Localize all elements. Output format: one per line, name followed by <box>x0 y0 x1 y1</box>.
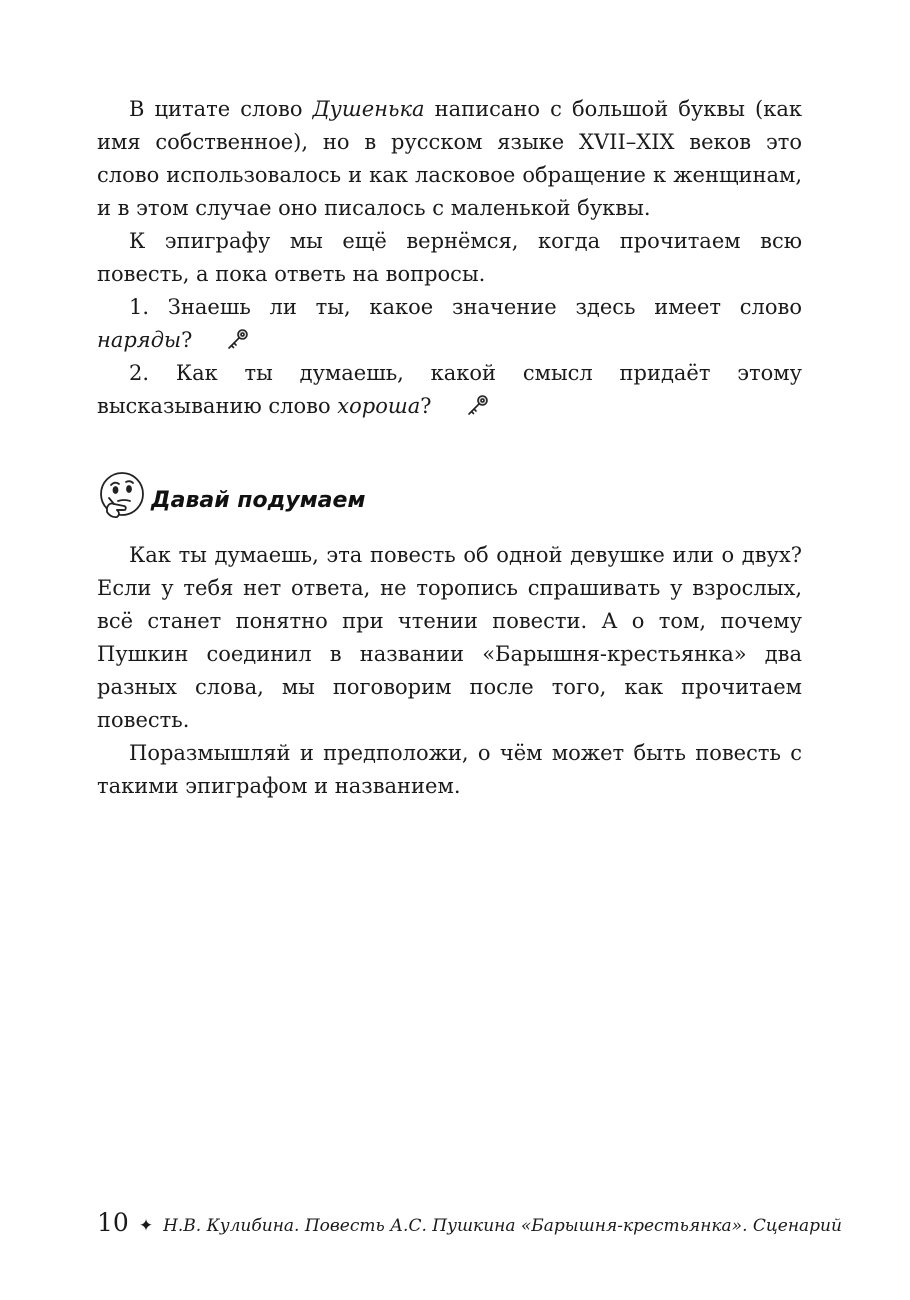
emphasis-dushenka: Душенька <box>312 97 425 121</box>
section-title: Давай подумаем <box>151 487 366 513</box>
paragraph-dushenka: В цитате слово Душенька написано с большой буквы (как имя собственное), но в русском языке XVII–XIX веков это слово использовалось и как ласковое обращение к женщинам, и в этом случае оно писалось с маленькой буквы. <box>97 97 803 220</box>
thinking-face-icon <box>97 468 147 524</box>
page-number: 10 <box>97 1208 129 1237</box>
paragraph-one-or-two-girls: Как ты думаешь, эта повесть об одной девушке или о двух? Если у тебя нет ответа, не торопись спрашивать у взрослых, всё станет понятно при чтении повести. А о том, почему Пушкин соединил в названии «Барышня-крестьянка» два разных слова, мы поговорим после того, как прочитаем повесть. <box>97 543 802 732</box>
key-icon[interactable] <box>194 327 218 351</box>
text-block-epigraph-notes <box>97 93 802 423</box>
key-icon[interactable] <box>434 393 458 417</box>
page-footer <box>97 1208 842 1237</box>
section-heading <box>97 468 365 524</box>
paragraph-reflect: Поразмышляй и предположи, о чём может быть повесть с такими эпиграфом и названием. <box>97 741 802 798</box>
paragraph-epigraph-return: К эпиграфу мы ещё вернёмся, когда прочитаем всю повесть, а пока ответь на вопросы. <box>97 229 802 286</box>
emphasis-khorosha: хороша <box>337 394 421 418</box>
text-block-think <box>97 539 802 803</box>
question-2: 2. Как ты думаешь, какой смысл придаёт этому высказыванию слово хороша? <box>97 361 802 418</box>
running-title: Н.В. Кулибина. Повесть А.С. Пушкина «Барышня-крестьянка». Сценарий <box>163 1216 842 1236</box>
footer-separator: ✦ <box>138 1216 154 1236</box>
question-1: 1. Знаешь ли ты, какое значение здесь имеет слово наряды? <box>97 295 802 352</box>
emphasis-naryady: наряды <box>97 328 182 352</box>
